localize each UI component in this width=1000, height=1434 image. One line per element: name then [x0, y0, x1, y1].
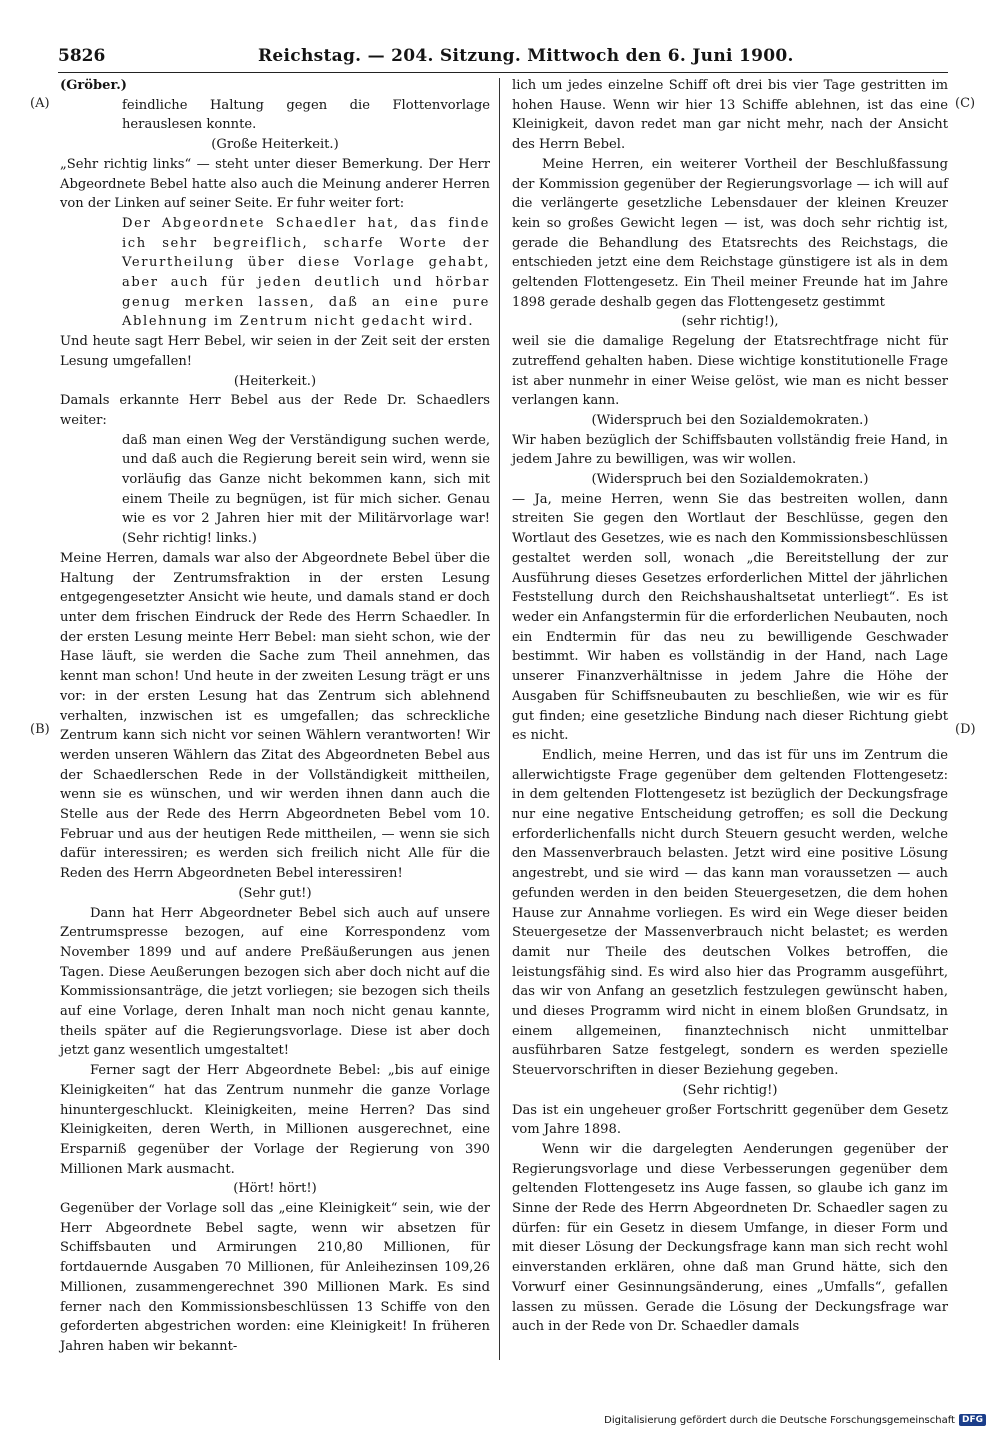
reaction: (Sehr richtig!)	[682, 1082, 778, 1098]
reaction: (Hört! hört!)	[233, 1181, 317, 1197]
page-header	[58, 44, 948, 73]
paragraph: Ferner sagt der Herr Abgeordnete Bebel: „bis auf einige Kleinigkeiten“ hat das Zentrum nunmehr die ganze Vorlage hinuntergeschluckt. Kleinigkeiten, meine Herren? Das sind Kleinigkeiten, deren Werth, in Millionen ausgerechnet, eine Ersparniß gegenüber der Vorlage der Regierung von 390 Millionen Mark ausmacht.	[60, 1063, 490, 1177]
block-quote: Der Abgeordnete Schaedler hat, das finde ich sehr begreiflich, scharfe Worte der Verurtheilung über diese Vorlage gehabt, aber auch für jeden deutlich und hörbar genug merken lassen, daß an eine pure Ablehnung im Zentrum nicht gedacht wird.	[122, 215, 490, 330]
reaction: (Sehr gut!)	[238, 885, 312, 901]
paragraph: weil sie die damalige Regelung der Etatsrechtfrage nicht für zutreffend gehalten haben. Diese wichtige konstitutionelle Frage ist aber nunmehr in einer Weise gelöst, wie man es nicht besser verlangen kann.	[512, 334, 948, 409]
speaker-label: (Gröber.)	[60, 78, 127, 93]
dfg-logo-icon: DFG	[959, 1414, 986, 1426]
reaction: (Widerspruch bei den Sozialdemokraten.)	[591, 412, 869, 428]
reaction: (Heiterkeit.)	[233, 373, 317, 389]
block-quote: daß man einen Weg der Verständigung suchen werde, und daß auch die Regierung bereit sein wird, wenn sie vorläufig das Ganze nicht bekommen kann, sich mit einem Theile zu begnügen, ist für mich sicher. Genau wie es vor 2 Jahren hier mit der Militärvorlage war! (Sehr richtig! links.)	[122, 432, 490, 547]
reaction: (Große Heiterkeit.)	[211, 137, 339, 153]
left-column	[60, 76, 490, 1357]
margin-marker-b: (B)	[30, 722, 50, 737]
paragraph: Wir haben bezüglich der Schiffsbauten vollständig freie Hand, in jedem Jahre zu bewilligen, was wir wollen.	[512, 432, 948, 468]
footer-text: Digitalisierung gefördert durch die Deutsche Forschungsgemeinschaft	[604, 1414, 955, 1426]
paragraph: Endlich, meine Herren, und das ist für uns im Zentrum die allerwichtigste Frage gegenüber dem geltenden Flottengesetz: in dem geltenden Flottengesetz ist bezüglich der Deckungsfrage nur eine negative Entscheidung getroffen; es soll die Deckung erforderlichenfalls nicht durch Steuern gesucht werden, welche den Massenverbrauch belasten. Jetzt wird eine positive Lösung angestrebt, und sie wird — das kann man voraussetzen — auch gefunden werden in den beiden Steuergesetzen, die dem hohen Hause zur Annahme vorliegen. Es wird ein Wege dieser beiden Steuergesetze der Massenverbrauch nicht belastet; es werden damit nur Theile des deutschen Volkes betroffen, die leistungsfähig sind. Es wird also hier das Programm ausgeführt, das wir von Anfang an gesetzlich festzulegen gewünscht haben, und dieses Programm wird nicht in einem bloßen Grundsatz, in einem allgemeinen, finanztechnisch nicht unmittelbar ausführbaren Satze festgelegt, sondern es werden spezielle Steuervorschriften in dieser Beziehung gegeben.	[512, 747, 948, 1079]
reaction: (sehr richtig!),	[681, 314, 779, 330]
reaction: (Widerspruch bei den Sozialdemokraten.)	[591, 472, 869, 488]
paragraph: — Ja, meine Herren, wenn Sie das bestreiten wollen, dann streiten Sie gegen den Wortlaut der Beschlüsse, gegen den Wortlaut des Gesetzes, wie es nach den Kommissionsbeschlüssen gestaltet werden soll, wonach „die Bereitstellung der zur Ausführung dieses Gesetzes erforderlichen Mittel der jährlichen Feststellung durch den Reichshaushaltsetat unterliegt“. Es ist weder ein Anfangstermin für die erforderlichen Neubauten, noch ein Endtermin für das neu zu bewilligende Geschwader bestimmt. Wir haben es vollständig in der Hand, nach Lage unserer Finanzverhältnisse in jedem Jahre die Höhe der Ausgaben für Schiffsneubauten zu beschließen, wie wir es für gut finden; eine gesetzliche Bindung nach dieser Richtung giebt es nicht.	[512, 491, 948, 744]
paragraph: Gegenüber der Vorlage soll das „eine Kleinigkeit“ sein, wie der Herr Abgeordnete Bebel sagte, wenn wir absetzen für Schiffsbauten und Armirungen 210,80 Millionen, für fortdauernde Ausgaben 70 Millionen, für Anleihezinsen 109,26 Millionen, zusammengerechnet 390 Millionen Mark. Es sind ferner nach den Kommissionsbeschlüssen 13 Schiffe von den geforderten abgestrichen worden: eine Kleinigkeit! In früheren Jahren haben wir bekannt-	[60, 1201, 490, 1354]
paragraph: Meine Herren, damals war also der Abgeordnete Bebel über die Haltung der Zentrumsfraktion in der ersten Lesung entgegengesetzter Ansicht wie heute, und damals stand er doch unter dem frischen Eindruck der Rede des Herrn Schaedler. In der ersten Lesung meinte Herr Bebel: man sieht schon, wie der Hase läuft, sie werden die Sache zum Theil annehmen, das kennt man schon! Und heute in der zweiten Lesung trägt er uns vor: in der ersten Lesung hat das Zentrum sich ablehnend verhalten, inzwischen ist es umgefallen; das schreckliche Zentrum kann sich nicht vor seinen Wählern verantworten! Wir werden unseren Wählern das Zitat des Abgeordneten Bebel aus der Schaedlerschen Rede in der Vollständigkeit mittheilen, wenn sie es wünschen, und wir werden ihnen dann auch die Stelle aus der Rede des Herrn Abgeordneten Bebel vom 10. Februar und aus der heutigen Rede mittheilen, — wenn sie sich dafür interessiren; es werden sich freilich nicht Alle für die Reden des Herrn Abgeordneten Bebel interessiren!	[60, 550, 490, 882]
paragraph: Und heute sagt Herr Bebel, wir seien in der Zeit seit der ersten Lesung umgefallen!	[60, 334, 490, 369]
column-divider	[499, 78, 500, 1360]
running-title: Reichstag. — 204. Sitzung. Mittwoch den 6. Juni 1900.	[258, 46, 794, 66]
paragraph: Wenn wir die dargelegten Aenderungen gegenüber der Regierungsvorlage und diese Verbesserungen gegenüber dem geltenden Flottengesetz ins Auge fassen, so glaube ich ganz im Sinne der Rede des Herrn Abgeordneten Dr. Schaedler sagen zu dürfen: für ein Gesetz in diesem Umfange, in dieser Form und mit dieser Lösung der Deckungsfrage kann man sich recht wohl einverstanden erklären, ohne daß man Grund hätte, sich den Vorwurf einer Gesinnungsänderung, eines „Umfalls“, gefallen lassen zu müssen. Gerade die Lösung der Deckungsfrage war auch in der Rede von Dr. Schaedler damals	[512, 1141, 948, 1335]
paragraph: Das ist ein ungeheuer großer Fortschritt gegenüber dem Gesetz vom Jahre 1898.	[512, 1102, 948, 1138]
paragraph: „Sehr richtig links“ — steht unter dieser Bemerkung. Der Herr Abgeordnete Bebel hatte also auch die Meinung anderer Herren von der Linken auf seiner Seite. Er fuhr weiter fort:	[60, 156, 490, 212]
paragraph: Meine Herren, ein weiterer Vortheil der Beschlußfassung der Kommission gegenüber der Regierungsvorlage — ich will auf die verlängerte gesetzliche Lebensdauer der kleinen Kreuzer kein so großes Gewicht legen — ist, was doch sehr richtig ist, gerade die Behandlung des Etatsrechts des Reichstags, die entschieden jetzt eine dem Reichstage günstigere ist als in dem geltenden Flottengesetz. Ein Theil meiner Freunde hat im Jahre 1898 gerade deshalb gegen das Flottengesetz gestimmt	[512, 156, 948, 310]
margin-marker-c: (C)	[955, 96, 976, 111]
margin-marker-d: (D)	[955, 722, 976, 737]
paragraph: feindliche Haltung gegen die Flottenvorlage herauslesen konnte.	[122, 97, 490, 133]
page-number: 5826	[58, 46, 106, 66]
paragraph: lich um jedes einzelne Schiff oft drei bis vier Tage gestritten im hohen Hause. Wenn wir hier 13 Schiffe ablehnen, ist das eine Kleinigkeit, davon redet man gar nicht mehr, nach der Ansicht des Herrn Bebel.	[512, 78, 948, 153]
footer-credit	[604, 1414, 986, 1426]
margin-marker-a: (A)	[30, 96, 50, 111]
right-column	[512, 76, 948, 1337]
paragraph: Damals erkannte Herr Bebel aus der Rede Dr. Schaedlers weiter:	[60, 393, 490, 428]
paragraph: Dann hat Herr Abgeordneter Bebel sich auch auf unsere Zentrumspresse bezogen, auf eine Korrespondenz vom November 1899 und auf andere Preßäußerungen aus jenen Tagen. Diese Aeußerungen bezogen sich aber doch nicht auf die Kommissionsanträge, die jetzt vorliegen; sie bezogen sich theils auf eine Vorlage, deren Inhalt man noch nicht genau kannte, theils später auf die Regierungsvorlage. Diese ist aber doch jetzt ganz wesentlich umgestaltet!	[60, 905, 490, 1059]
